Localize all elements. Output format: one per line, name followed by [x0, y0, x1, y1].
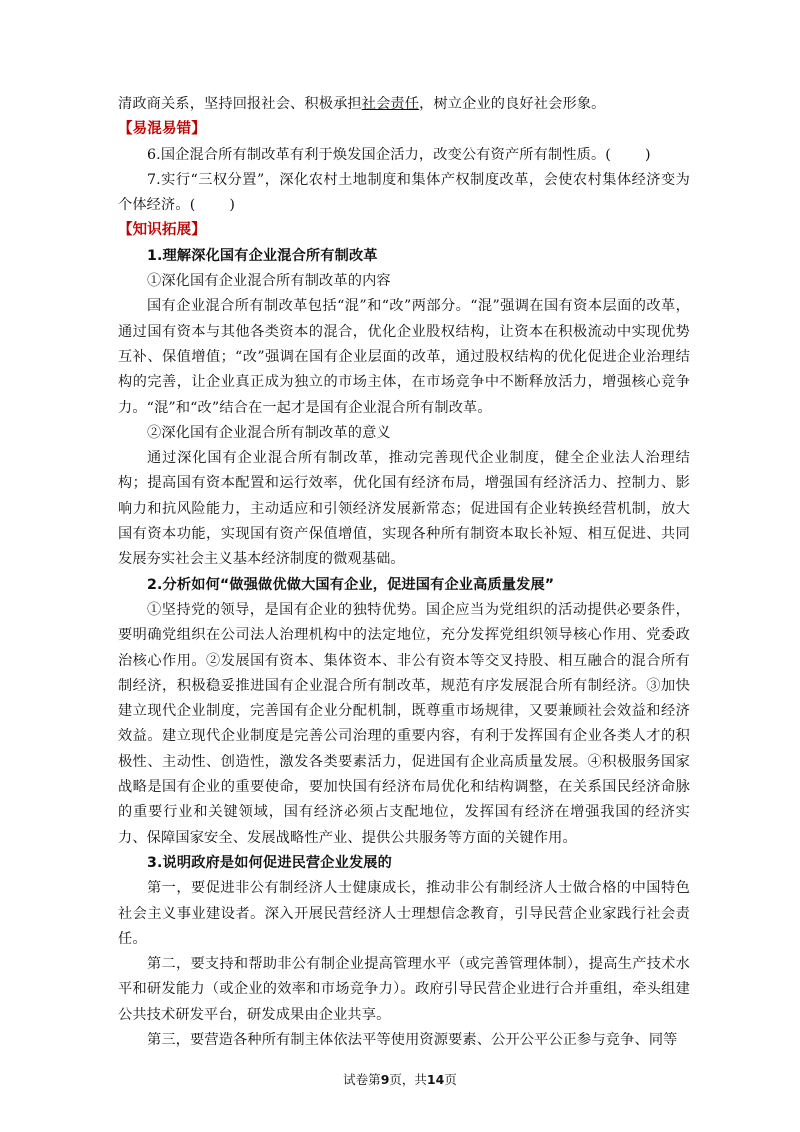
footer-text: 页	[444, 1072, 457, 1087]
section-heading-easy-mix: 【易混易错】	[118, 121, 206, 138]
topic-1-subheading-significance: ②深化国有企业混合所有制改革的意义	[147, 424, 391, 441]
underlined-term: 社会责任	[361, 96, 420, 112]
topic-3-paragraph-1: 第一，要促进非公有制经济人士健康成长，推动非公有制经济人士做合格的中国特色社会主义事业建设者。深入开展民营经济人士理想信念教育，引导民营企业家践行社会责任。	[118, 880, 690, 947]
text-run: ，树立企业的良好社会形象。	[419, 96, 606, 112]
topic-3-title: 3.说明政府是如何促进民营企业发展的	[147, 854, 392, 871]
question-7	[118, 168, 690, 219]
topic-3-paragraph-2: 第二，要支持和帮助非公有制企业提高管理水平（或完善管理体制），提高生产技术水平和研发能力（或企业的效率和市场竞争力）。政府引导民营企业进行合并重组，牵头组建公共技术研发平台，研发成果由企业共享。	[118, 956, 690, 1023]
topic-3-paragraph-3: 第三，要营造各种所有制主体依法平等使用资源要素、公开公平公正参与竞争、同等	[147, 1031, 678, 1048]
question-6-close: )	[645, 146, 651, 163]
section-heading-knowledge: 【知识拓展】	[118, 222, 206, 239]
question-6-text: 6.国企混合所有制改革有利于焕发国企活力，改变公有资产所有制性质。(	[147, 146, 611, 163]
topic-1-title: 1.理解深化国有企业混合所有制改革	[147, 247, 378, 264]
page-footer	[0, 1070, 800, 1088]
topic-2-paragraph: ①坚持党的领导，是国有企业的独特优势。国企应当为党组织的活动提供必要条件，要明确党组织在公司法人治理机构中的法定地位，充分发挥党组织领导核心作用、党委政治核心作用。②发展国有资本、集体资本、非公有资本等交叉持股、相互融合的混合所有制经济，积极稳妥推进国有企业混合所有制改革，规范有序发展混合所有制经济。③加快建立现代企业制度，完善国有企业分配机制，既尊重市场规律，又要兼顾社会效益和经济效益。建立现代企业制度是完善公司治理的重要内容，有利于发挥国有企业各类人才的积极性、主动性、创造性，激发各类要素活力，促进国有企业高质量发展。④积极服务国家战略是国有企业的重要使命，要加快国有经济布局优化和结构调整，在关系国民经济命脉的重要行业和关键领域，国有经济必须占支配地位，发挥国有经济在增强我国的经济实力、保障国家安全、发展战略性产业、提供公共服务等方面的关键作用。	[118, 601, 690, 846]
total-page-count: 14	[426, 1072, 445, 1087]
footer-text: 试卷第	[343, 1072, 381, 1087]
text-run: 清政商关系，坚持回报社会、积极承担	[118, 96, 362, 112]
footer-text: 页，共	[389, 1072, 427, 1087]
question-6	[118, 143, 690, 168]
question-7-text: 7.实行“三权分置”，深化农村土地制度和集体产权制度改革，会使农村集体经济变为个体经济。(	[118, 171, 690, 214]
page-content	[118, 92, 690, 1053]
current-page-number: 9	[380, 1072, 390, 1087]
topic-1-subheading-content: ①深化国有企业混合所有制改革的内容	[147, 273, 391, 290]
topic-2-title: 2.分析如何“做强做优做大国有企业，促进国有企业高质量发展”	[147, 576, 555, 593]
topic-1-paragraph-content: 国有企业混合所有制改革包括“混”和“改”两部分。“混”强调在国有资本层面的改革，通过国有资本与其他各类资本的混合，优化企业股权结构，让资本在积极流动中实现优势互补、保值增值；“改”强调在国有企业层面的改革，通过股权结构的优化促进企业治理结构的完善，让企业真正成为独立的市场主体，在市场竞争中不断释放活力，增强核心竞争力。“混”和“改”结合在一起才是国有企业混合所有制改革。	[118, 298, 690, 416]
topic-1-paragraph-significance: 通过深化国有企业混合所有制改革，推动完善现代企业制度，健全企业法人治理结构；提高国有资本配置和运行效率，优化国有经济布局，增强国有经济活力、控制力、影响力和抗风险能力，主动适应和引领经济发展新常态；促进国有企业转换经营机制，放大国有资本功能，实现国有资产保值增值，实现各种所有制资本取长补短、相互促进、共同发展夯实社会主义基本经济制度的微观基础。	[118, 450, 690, 568]
continued-paragraph	[118, 92, 690, 117]
question-7-close: )	[229, 197, 236, 214]
